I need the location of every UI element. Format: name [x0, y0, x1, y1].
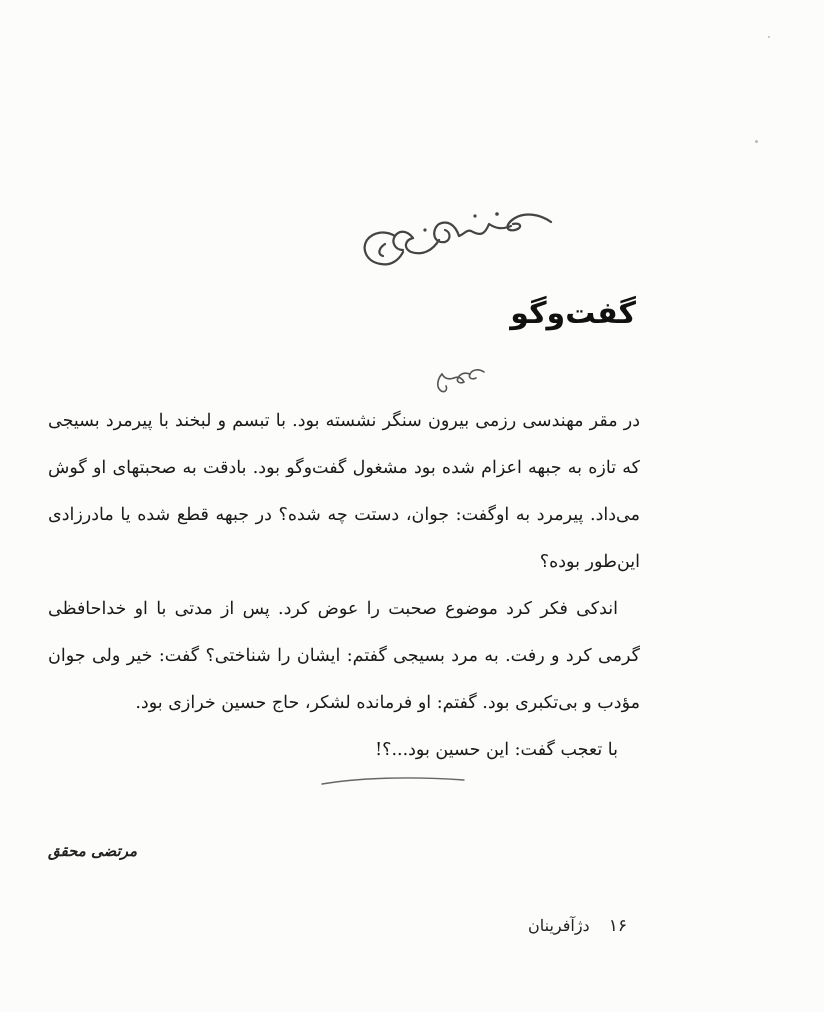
- margin-note-handwriting: [428, 360, 488, 400]
- paragraph: با تعجب گفت: این حسین بود...؟!: [375, 740, 618, 760]
- article-body: [48, 398, 640, 774]
- paragraph: اندکی فکر کرد موضوع صحبت را عوض کرد. پس از مدتی با او خداحافظی گرمی کرد و رفت. به مرد بسیجی گفتم: ایشان را شناختی؟ گفت: خیر ولی جوان مؤدب و بی‌تکبری بود. گفتم: او فرمانده لشکر، حاج حسین خرازی بود.: [48, 599, 640, 713]
- page-footer: [528, 916, 627, 936]
- book-title: دژآفرینان: [528, 916, 590, 935]
- scan-speck: [768, 36, 770, 38]
- paragraph: در مقر مهندسی رزمی بیرون سنگر نشسته بود. با تبسم و لبخند با پیرمرد بسیجی که تازه به جبهه اعزام شده بود مشغول گفت‌وگو بود. بادقت به صحبتهای او گوش می‌داد. پیرمرد به اوگفت: جوان، دستت چه شده؟ در جبهه قطع شده یا مادرزادی این‌طور بوده؟: [48, 411, 640, 572]
- page-number: ۱۶: [608, 916, 628, 936]
- pen-underline-mark: [318, 772, 468, 790]
- section-title: گفت‌وگو: [510, 296, 636, 331]
- handwritten-signature: [355, 200, 575, 280]
- author-credit: مرتضی محقق: [48, 842, 138, 860]
- scan-speck: [755, 140, 758, 143]
